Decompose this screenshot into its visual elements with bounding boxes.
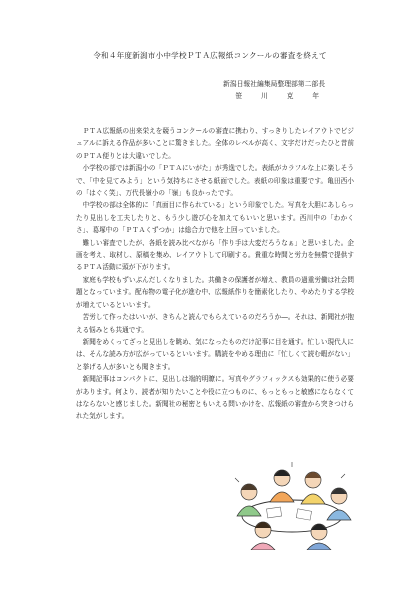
paragraph: 難しい審査でしたが、各紙を読み比べながら「作り手は大変だろうなぁ」と思いました。企画を考え、取材し、原稿を集め、レイアウトして印刷する。貴重な時間と労力を無償で提供するＰＴＡ活動に頭が下がります。 xyxy=(76,238,354,272)
document-title: 令和４年度新潟市小中学校ＰＴＡ広報紙コンクールの審査を終えて xyxy=(93,51,327,60)
paragraph: 新聞記事はコンパクトに、見出しは端的明瞭に。写真やグラフィックスも効果的に使う必要があります。何より、読者が知りたいことや役に立つものに、もっともっと敏感にならなくてはならないと感じました。新聞社の秘密ともいえる問いかけを、広報紙の審査から突きつけられた気がします。 xyxy=(76,375,354,421)
paragraph: 小学校の部では新潟小の「ＰＴＡにいがた」が秀逸でした。表紙がカラフルな上に楽しそうで、「中を見てみよう」という気持ちにさせる紙面でした。表紙の印象は重要です。亀田西小の「はぐく笑」、万代長嶺小の「嶺」も良かったです。 xyxy=(76,164,354,198)
author-name: 笹 川 克 年 xyxy=(235,92,325,100)
paragraph: 中学校の部は全体的に「真面目に作られている」という印象でした。写真を大胆にあしらったり見出しを工夫したりと、もう少し遊び心を加えてもいいと思います。西川中の「わかくさ」、葛塚中の「ＰＴＡくずつか」は総合力で他を上回っていました。 xyxy=(76,201,354,235)
article-body xyxy=(76,125,354,423)
author-block xyxy=(223,78,325,102)
author-organization: 新潟日報社編集局整理部第二部長 xyxy=(223,80,325,88)
paragraph: 家庭も学校もずいぶんだしくなりました。共働きの保護者が増え、教員の過重労働は社会問題となっています。配布物の電子化が進む中、広報紙作りを簡素化したり、やめたりする学校が増えているといいます。 xyxy=(76,275,354,309)
paragraph: 苦労して作ったはいいが、きちんと読んでもらえているのだろうか―。それは、新聞社が抱える悩みとも共通です。 xyxy=(76,313,354,334)
paragraph: ＰＴＡ広報紙の出来栄えを競うコンクールの審査に携わり、すっきりしたレイアウトでビジュアルに訴える作品が多いことに驚きました。全体のレベルが高く、文字だけだったひと昔前のＰＴＡ便りとは大違いでした。 xyxy=(76,127,354,160)
paragraph: 新聞をめくってざっと見出しを眺め、気になったものだけ記事に目を通す。忙しい現代人には、そんな読み方が広がっているといいます。購読をやめる理由に「忙しくて読む暇がない」と挙げる人が多いとも聞きます。 xyxy=(76,337,354,371)
meeting-illustration xyxy=(227,458,357,550)
